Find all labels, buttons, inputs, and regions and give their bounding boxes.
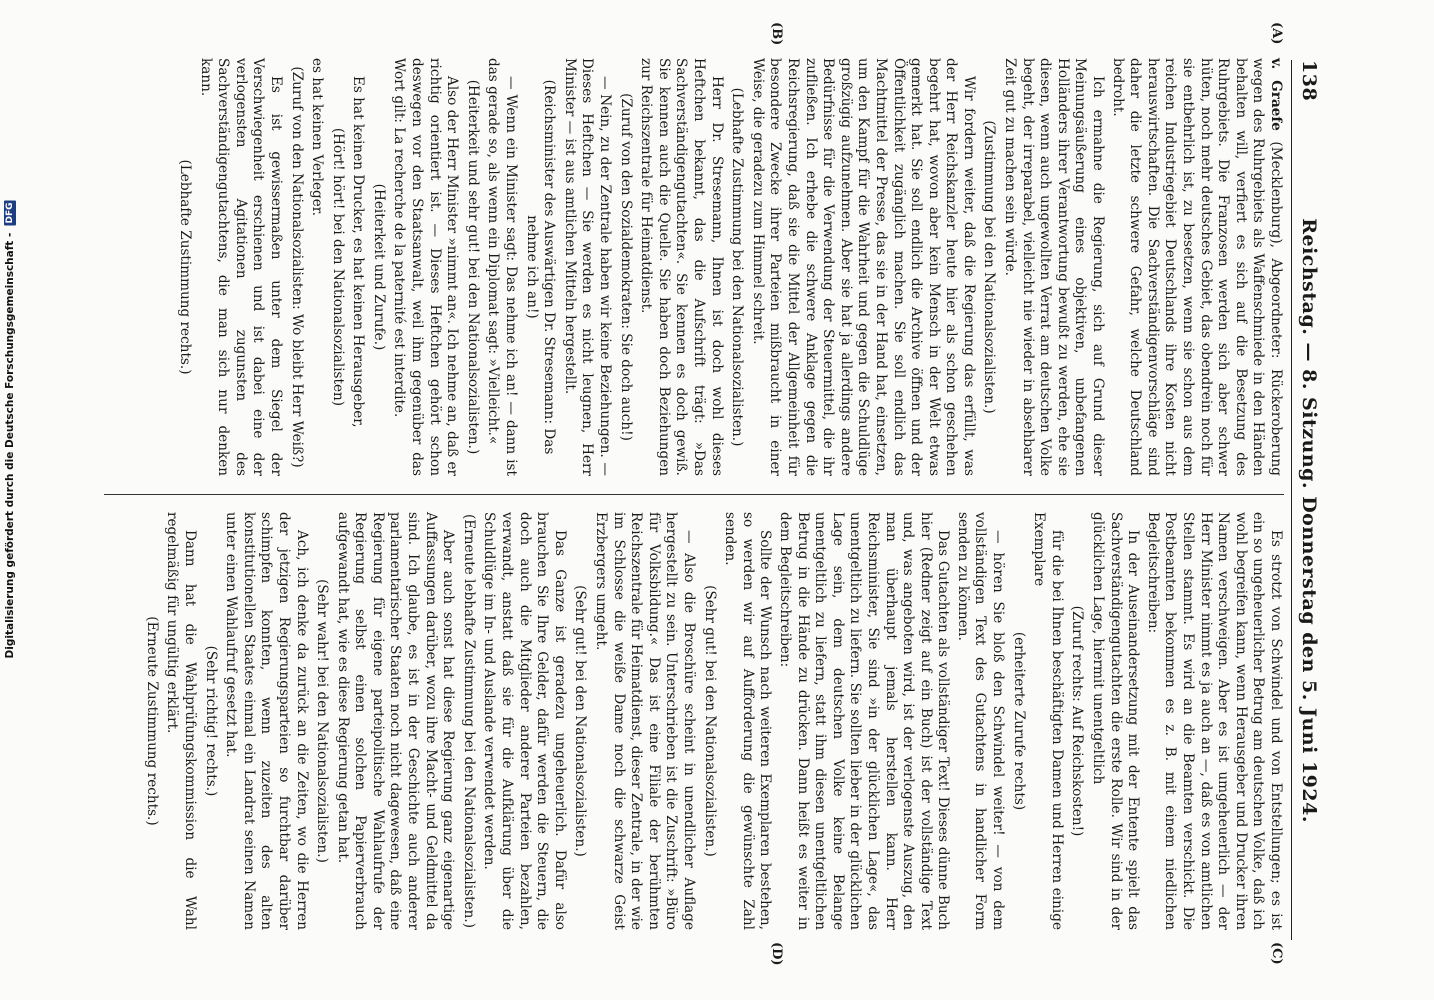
- interjection: (Sehr richtig! rechts.): [202, 645, 219, 797]
- body-paragraph: Wir fordern weiter, daß die Regierung das erfüllt, was der Herr Reichskanzler heute hier als schon geschehen begehrt hat, wovon aber kein Mensch in der Welt etwas gemerkt hat. Sie soll endlich die Archive öffnen und der Öffentlichkeit zugänglich machen. Sie soll endlich das Machtmittel der Presse, das sie in der Hand hat, einsetzen, um den Kampf für die Wahrheit und gegen die Schuldlüge großzügig aufzunehmen. Aber sie hat ja allerdings andere Bedürfnisse für die Verwendung der Steuermittel, die ihr zufließen. Ich erhebe die schwere Anklage gegen die Reichsregierung, daß sie die Mittel der Allgemeinheit für besondere Zwecke ihrer Parteien mißbraucht in einer Weise, die geradezu zum Himmel schreit.: [749, 58, 977, 476]
- interjection: (Sehr wahr! bei den Nationalsozialisten.): [314, 579, 331, 863]
- margin-marker-b: (B): [769, 22, 784, 46]
- speaker-name: v. Graefe: [1268, 58, 1284, 131]
- right-text-column: [139, 512, 1284, 930]
- interjection: (Heiterkeit und Zurufe.): [370, 183, 387, 351]
- interjection: (Lebhafte Zustimmung rechts.): [176, 159, 193, 375]
- speaker-paragraph: [1108, 58, 1284, 476]
- body-paragraph: Ach, ich denke da zurück an die Zeiten, wo die Herren der jetzigen Regierungsparteien so furchtbar darüber schimpfen konnten, wenn zuzeiten des alten konstitutionellen Staates einmal ein Landrat seinen Namen unter einen Wahlaufruf gesetzt hat.: [223, 512, 310, 930]
- header-rule: [1291, 60, 1292, 940]
- body-paragraph: Dann hat die Wahlprüfungskommission die Wahl regelmäßig für ungültig erklärt.: [164, 512, 198, 930]
- body-paragraph: — Also die Broschüre scheint in unendlicher Auflage hergestellt zu sein. Unterschrieben ist die Zuschrift: »Büro für Volksbildung.« Das ist eine Filiale der berühmten Reichszentrale für Heimatdienst, dieser Zentrale, in der wie im Schlosse die weiße Dame noch die schwarze Geist Erzbergers umgeht.: [593, 512, 697, 930]
- interjection: (Zuruf rechts: Auf Reichskosten!): [1069, 605, 1086, 837]
- interjection: (Lebhafte Zustimmung bei den Nationalsozialisten.): [729, 87, 746, 447]
- body-paragraph: Es hat keinen Drucker, es hat keinen Herausgeber,: [350, 76, 367, 428]
- page-title: Reichstag. — 8. Sitzung. Donnerstag den 5. Juni 1924.: [1298, 218, 1320, 823]
- body-paragraph: Es strotzt von Schwindel und von Entstellungen; es ist ein so ungeheuerlicher Betrug am deutschen Volke, daß ich wohl begreifen kann, wenn Herausgeber und Drucker ihren Namen verschweigen. Aber es ist umgeheuerlich — der Herr Minister nimmt es ja auch an —, daß es von amtlichen Stellen stammt. Es wird an die Beamten verschickt. Die Postbeamten bekommen es z. B. mit einem niedlichen Begleitschreiben:: [1144, 512, 1284, 930]
- dfg-logo-icon: DFG: [5, 202, 15, 224]
- page-number: 138: [1298, 60, 1320, 102]
- body-paragraph: Ich ermahne die Regierung, sich auf Grund dieser Meinungsäußerung eines objektiven, unbefangenen Holländers ihrer Verantwortung bewußt zu werden, ehe sie diesen, wenn auch ungewollten Verrat am deutschen Volke begeht, der irreparabel, vielleicht nie wieder in absehbarer Zeit gut zu machen sein würde.: [1002, 58, 1107, 476]
- interjection: (Zuruf von den Sozialdemokraten: Sie doch auch!): [617, 93, 634, 441]
- margin-marker-c: (C): [1269, 942, 1284, 965]
- body-paragraph: Sollte der Wunsch nach weiteren Exemplaren bestehen, so werden wir auf Aufforderung die gewünschte Zahl senden.: [722, 512, 774, 930]
- body-paragraph: Das Gutachten als vollständiger Text! Dieses dünne Buch hier (Redner zeigt auf ein Buch) ist der vollständige Text und, was angeboten wird, ist der verlogenste Auszug, den man überhaupt jemals herstellen kann. Herr Reichsminister, Sie sind »in der glücklichen Lage«, das unentgeltlich zu liefern. Sie sollten lieber in der glücklichen Lage sein, dem deutschen Volke keine Belange unentgeltlich zu liefern, statt ihm diesen unentgeltlichen Betrug in die Hände zu drücken. Dann heißt es weiter in dem Begleitschreiben:: [776, 512, 952, 930]
- interjection: (Zuruf von den Nationalsozialisten: Wo bleibt Herr Weiß?): [288, 66, 305, 468]
- body-paragraph: In der Auseinandersetzung mit der Entente spielt das Sachverständigengutachten die erste Rolle. Wir sind in der glücklichen Lage, hiermit unentgeltlich: [1090, 512, 1142, 930]
- body-paragraph: — Nein, zu der Zentrale haben wir keine Beziehungen. — Dieses Heftchen — Sie werden es nicht leugnen, Herr Minister — ist aus amtlichen Mitteln hergestellt.: [561, 58, 614, 476]
- left-text-column: [172, 58, 1284, 476]
- interjection: (Erneute Zustimmung rechts.): [143, 616, 160, 826]
- column-divider: [104, 494, 1284, 495]
- body-paragraph: für die bei Ihnen beschäftigten Damen und Herren einige Exemplare: [1031, 512, 1065, 930]
- body-paragraph: Es ist gewissermaßen unter dem Siegel der Verschwiegenheit erschienen und ist dabei eine der verlogensten Agitationen zugunsten des Sachverständigengutachtens, die man sich nur denken kann.: [197, 58, 284, 476]
- body-paragraph: — Wenn ein Minister sagt: Das nehme ich an! — dann ist das gerade so, als wenn ein Diplomat sagt: »Vielleicht.«: [485, 58, 520, 476]
- digitization-credit: [4, 200, 16, 658]
- interjection: (Sehr gut! bei den Nationalsozialisten.): [572, 585, 589, 857]
- interjection: (Sehr gut! bei den Nationalsozialisten.): [701, 585, 718, 857]
- page-header: [1294, 60, 1324, 940]
- credit-text: Digitalisierung gefördert durch die Deutsche Forschungsgemeinschaft -: [4, 232, 16, 659]
- body-paragraph: Das Ganze ist geradezu ungeheuerlich. Dafür also brauchen Sie Ihre Gelder, dafür werden die Steuern, die doch auch die Mitglieder anderer Parteien bezahlen, verwandt, anstatt daß sie für die Aufklärung über die Schuldlüge im In- und Auslande verwendet werden.: [481, 512, 568, 930]
- margin-marker-d: (D): [769, 942, 784, 966]
- body-paragraph: Herr Dr. Stresemann, Ihnen ist doch wohl dieses Heftchen bekannt, das die Aufschrift trägt: »Das Sachverständigengutachten«. Sie kennen es doch gewiß. Sie kennen auch die Quelle. Sie haben doch Beziehungen zur Reichszentrale für Heimatdienst.: [638, 58, 725, 476]
- interjection: (Heiterkeit und sehr gut! bei den Nationalsozialisten.): [464, 79, 481, 455]
- body-paragraph: — hören Sie bloß den Schwindel weiter! — von dem vollständigen Text des Gutachtens in handlicher Form senden zu können.: [954, 512, 1007, 930]
- body-paragraph: Also der Herr Minister »nimmt an«. Ich nehme an, daß er richtig orientiert ist. — Dieses Heftchen gehört schon deswegen vor den Staatsanwalt, weil ihm gegenüber das Wort gilt: La recherche de la paternité est interdite.: [391, 58, 461, 476]
- interjection: (erheiterte Zurufe rechts): [1010, 631, 1027, 811]
- interjection: (Reichsminister des Auswärtigen Dr. Stresemann: Das nehme ich an!): [523, 79, 558, 455]
- margin-marker-a: (A): [1269, 22, 1284, 45]
- interjection: (Zustimmung bei den Nationalsozialisten.): [981, 120, 998, 414]
- interjection: (Hört! hört! bei den Nationalsozialisten): [329, 127, 346, 407]
- speech-text: Rückeroberung wegen des Ruhrgebiets als Waffenschmiede in den Händen behalten will, verfiert es sich auf die Besetzung des Ruhrgebiets. Die Franzosen werden sich aber schwer hüten, noch mehr deutsches Gebiet, das obendrein noch für sie entbehrlich ist, zu besetzen, wenn sie schon aus dem reichen Industriegebiet Deutschlands ihre Kosten nicht herauswirtschaften. Die Sachverständigenvorschläge sind daher die letzte schwere Gefahr, welche Deutschland bedroht.: [1109, 58, 1284, 476]
- speaker-role: (Mecklenburg), Abgeordneter:: [1268, 130, 1284, 369]
- interjection: (Erneute lebhafte Zustimmung bei den Nationalsozialisten.): [460, 514, 477, 928]
- body-paragraph: es hat keinen Verleger.: [309, 58, 326, 217]
- body-paragraph: Aber auch sonst hat diese Regierung ganz eigenartige Auffassungen darüber, wozu ihre Macht- und Geldmittel da sind. Ich glaube, es ist in der Geschichte auch anderer parlamentarischer Staaten noch nicht dagewesen, daß eine Regierung für eigene parteipolitische Wahlaufrufe der Regierung selbst einen solchen Papierverbrauch aufgewandt hat, wie es diese Regierung getan hat.: [334, 512, 457, 930]
